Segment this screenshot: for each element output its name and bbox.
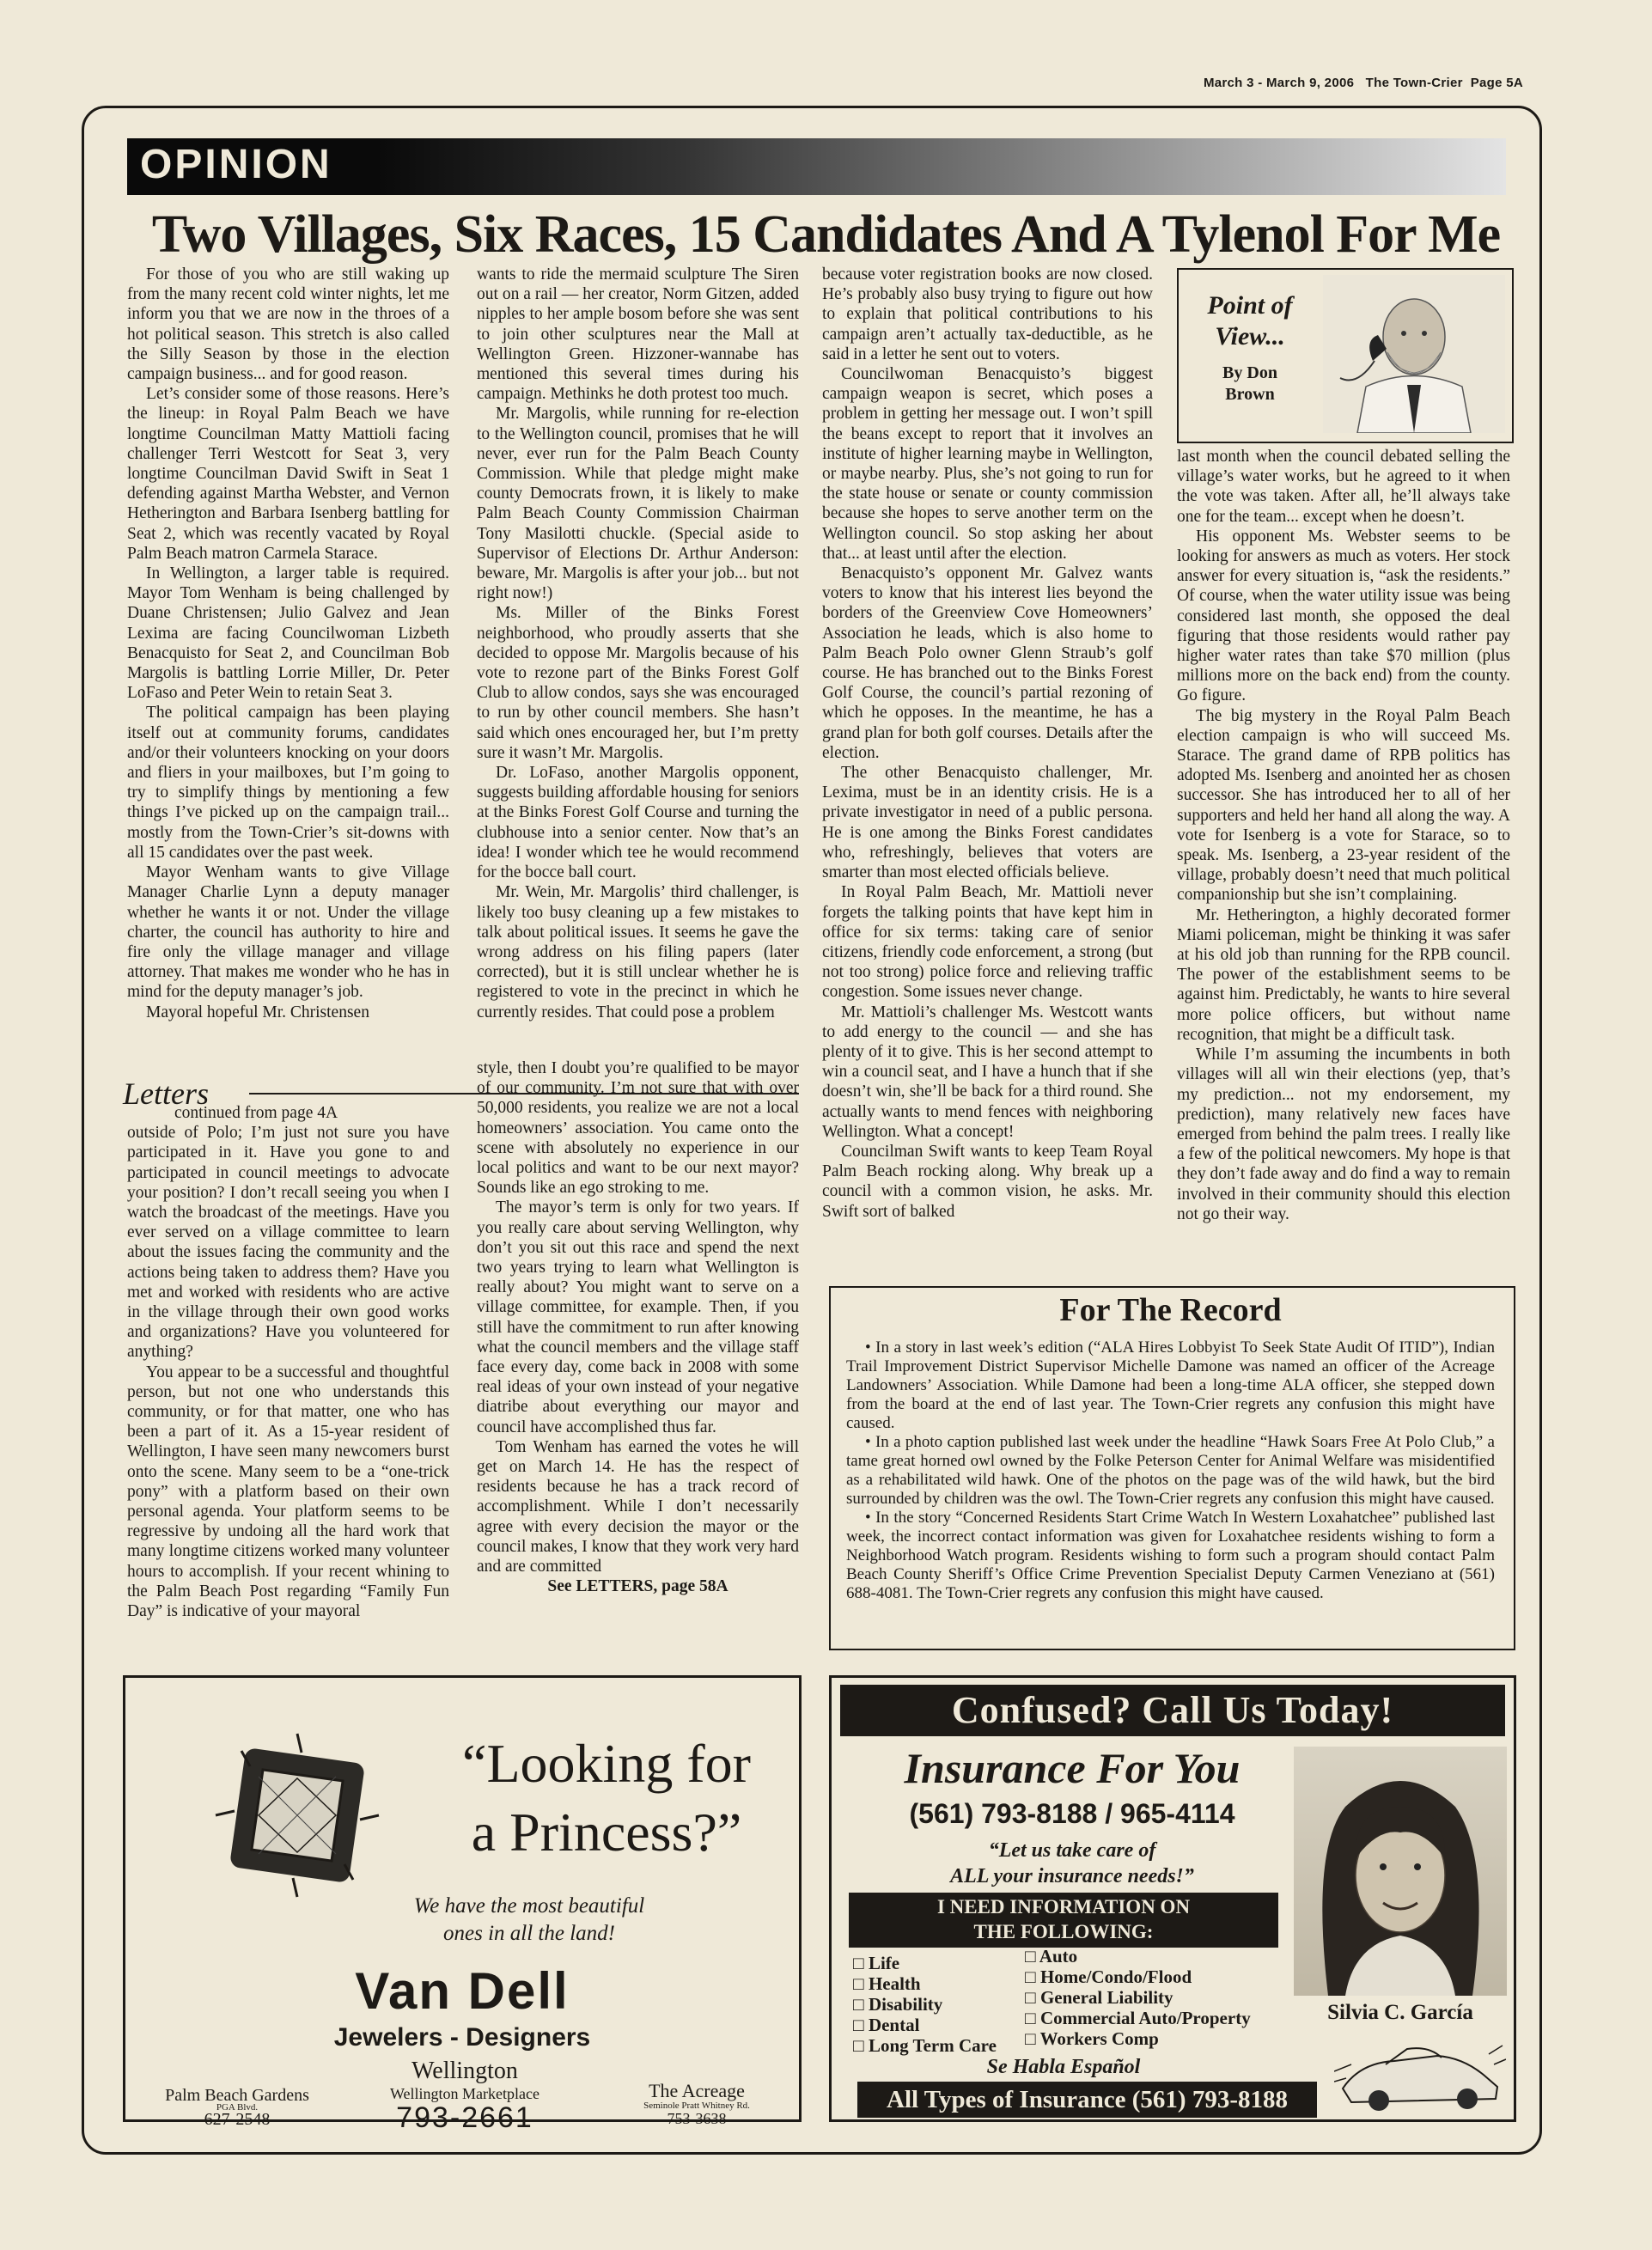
- brand-subtitle: Jewelers - Designers: [333, 2023, 591, 2052]
- insurance-list-left: [853, 1953, 1025, 2056]
- diamond-ring-icon: [198, 1716, 396, 1914]
- checkbox-icon: □: [853, 1994, 869, 2015]
- checkbox-icon: □: [853, 2015, 869, 2035]
- letters-column-2: [477, 1058, 799, 1596]
- slogan-line-1: “Looking for: [462, 1733, 751, 1794]
- tagline-line-1: We have the most beautiful: [413, 1894, 645, 1918]
- checkbox-workers-comp: [1025, 2028, 1308, 2049]
- paragraph: Councilman Swift wants to keep Team Royal Palm Beach rocking along. Why break up a council with a common vision, he asks. Mr. Swift sort of balked: [822, 1142, 1153, 1221]
- correction-item: • In a photo caption published last week under the headline “Hawk Soars Free At Polo Club,” a tame great horned owl owned by the Folke Peterson Center for Animal Welfare was misidentified as a rehabilitated wild hawk. One of the photos on the page was of the wild hawk, but the bird surrounded by children was the owl. The Town-Crier regrets any confusion this might have caused.: [846, 1433, 1495, 1508]
- paragraph: style, then I doubt you’re qualified to be mayor of our community. I’m not sure that with over 50,000 residents, you realize we are not a local homeowners’ association. You came onto the scene with absolutely no experience in our local politics and want to be our next mayor? Sounds like an ego stroking to me.: [477, 1059, 799, 1198]
- paragraph: last month when the council debated selling the village’s water works, but he agreed to it when the vote was taken. After all, he’ll always take one for the team... except when he doesn’t.: [1177, 448, 1510, 526]
- checkbox-icon: □: [1025, 1966, 1040, 1987]
- paragraph: outside of Polo; I’m just not sure you have participated in it. Have you gone to and participated in council meetings to advocate your position? I don’t recall seeing you when I watch the broadcast of the meetings. Have you ever served on a village committee to learn about the issues facing the community and the actions being taken to address them? Have you met and worked with residents who are active in the village through their own good works and organizations? Have you volunteered for anything?: [127, 1124, 449, 1362]
- checkbox-health: [853, 1973, 1025, 1994]
- article-column-2: [477, 265, 799, 1022]
- checkbox-home: [1025, 1966, 1308, 1987]
- list-item: Disability: [868, 1994, 943, 2015]
- info-request-banner: [849, 1893, 1278, 1948]
- pov-title-line-1: Point of: [1207, 291, 1293, 320]
- info-request-line-2: THE FOLLOWING:: [973, 1921, 1154, 1942]
- list-item: Home/Condo/Flood: [1039, 1966, 1192, 1987]
- for-the-record-title: For The Record: [1059, 1292, 1282, 1328]
- list-item: Workers Comp: [1039, 2028, 1159, 2049]
- section-title: OPINION: [140, 142, 332, 187]
- paragraph: wants to ride the mermaid sculpture The Siren out on a rail — her creator, Norm Gitzen, added nipples to her ample bosom before she was sent to join other sculptures near the Mall at Wellington Green. Hizzoner-wannabe has mentioned this several times during his campaign. Methinks he doth protest too much.: [477, 265, 799, 404]
- location-address: PGA Blvd.: [216, 2102, 259, 2113]
- location-name: Palm Beach Gardens: [165, 2086, 309, 2105]
- list-item: Commercial Auto/Property: [1039, 2008, 1251, 2028]
- paragraph: The mayor’s term is only for two years. If you really care about serving Wellington, why don’t you sit out this race and spend the next two years trying to learn what Wellington is really about? You might want to serve on a village committee, for example. Then, if you still have the commitment to run after knowing what the council members and the village staff face every day, come back in 2008 with some real ideas of your own instead of your negative diatribe about everything our mayor and council have accomplished thus far.: [477, 1198, 799, 1436]
- paragraph: Ms. Miller of the Binks Forest neighborhood, who proudly asserts that she decided to oppose Mr. Margolis because of his vote to rezone part of the Binks Forest Golf Club to allow condos, says she was encouraged to run by other council members. She hasn’t said which ones encouraged her, but I’m pretty sure it wasn’t Mr. Margolis.: [477, 604, 799, 762]
- letters-heading: Letters: [123, 1076, 210, 1111]
- location-phone: 793-2661: [396, 2101, 533, 2134]
- paragraph: The political campaign has been playing itself out at community forums, candidates and/or their volunteers knocking on your doors and fliers in your mailboxes, but I’m going to try to simplify things by mentioning a few things I’ve picked up on the campaign trail... mostly from the Town-Crier’s sit-downs with all 15 candidates over the past week.: [127, 704, 449, 862]
- paragraph: His opponent Ms. Webster seems to be looking for answers as much as voters. Her stock answer for every situation is, “ask the residents.” Of course, when the water utility issue was being considered last month, she opposed the deal figuring that those residents would rather pay higher water rates than take $70 million (plus millions more on the back end) from the county. Go figure.: [1177, 527, 1510, 705]
- location-acreage: [607, 2082, 787, 2126]
- insurance-bottom-banner: All Types of Insurance (561) 793-8188: [857, 2082, 1317, 2118]
- byline: [1186, 363, 1314, 405]
- van-dell-ad: [123, 1675, 802, 2134]
- ad-banner: Confused? Call Us Today!: [840, 1685, 1505, 1736]
- checkbox-long-term-care: [853, 2035, 1025, 2056]
- car-icon: [1334, 2037, 1506, 2116]
- ad-tagline: [280, 1893, 778, 1948]
- list-item: Life: [868, 1953, 900, 1973]
- paragraph: You appear to be a successful and thoughtful person, but not one who understands this community, or for that matter, one who has been a part of it. As a 15-year resident of Wellington, I have seen many newcomers burst onto the scene. Many seem to be a “one-trick pony” with a platform based on their own personal agenda. Your platform seems to be regressive by undoing all the hard work that many longtime citizens worked many volunteer hours to accomplish. If your recent whining to the Palm Beach Post regarding “Family Fun Day” is indicative of your mayoral: [127, 1363, 449, 1621]
- location-address: Seminole Pratt Whitney Rd.: [643, 2101, 750, 2111]
- pov-title-line-2: View...: [1215, 322, 1285, 351]
- paragraph: The big mystery in the Royal Palm Beach election campaign is who will succeed Ms. Starace. The grand dame of RPB politics has adopted Ms. Isenberg and anointed her as chosen successor. She has introduced her to all of her supporters and held her hand all along the way. A vote for Isenberg is a vote for Starace, so to speak. Ms. Isenberg, a 23-year resident of the village, probably doesn’t need that much political companionship but she isn’t complaining.: [1177, 706, 1510, 905]
- paragraph: Benacquisto’s opponent Mr. Galvez wants voters to know that his interest lies beyond the borders of the Greenview Cove Homeowners’ Association he leads, which is also home to Palm Beach Polo owner Glenn Straub’s golf course. He has branched out to the Binks Forest Golf Course, the council’s partial rezoning of which he opposes. In the meantime, he has a grand plan for both golf courses. Details after the election.: [822, 564, 1153, 762]
- headline: Two Villages, Six Races, 15 Candidates And A Tylenol For Me: [151, 205, 1501, 264]
- location-city: Wellington: [411, 2058, 518, 2084]
- brand-name: Van Dell: [355, 1962, 570, 2020]
- continued-note: continued from page 4A: [174, 1104, 338, 1122]
- checkbox-icon: □: [1025, 2008, 1040, 2028]
- location-palm-beach-gardens: [138, 2086, 336, 2129]
- jump-line: See LETTERS, page 58A: [547, 1577, 728, 1596]
- paragraph: In Royal Palm Beach, Mr. Mattioli never forgets the talking points that have kept him in office for six terms: taking care of senior citizens, friendly code enforcement, a strong (but not too strong) police force and relieving traffic congestion. Some issues never change.: [822, 883, 1153, 1002]
- paragraph: because voter registration books are now closed. He’s probably also busy trying to figure out how to explain that political contributions to his campaign aren’t actually tax-deductible, as he said in a letter he sent out to voters.: [822, 265, 1153, 363]
- location-name: Wellington Marketplace: [390, 2085, 539, 2102]
- checkbox-icon: □: [1025, 1987, 1040, 2008]
- letters-column-1: [127, 1103, 449, 1621]
- list-item: Health: [868, 1973, 921, 1994]
- page-header: [1204, 76, 1523, 90]
- paragraph: Councilwoman Benacquisto’s biggest campaign weapon is secret, which poses a problem in getting her message out. I won’t spill the beans except to report that it involves an institute of higher learning maybe in Wellington, or maybe nearby. Plus, she’s not going to run for the state house or senate or county commission because she hopes to serve another term on the Wellington council. So stop asking her about that... at least until after the election.: [822, 365, 1153, 563]
- list-item: Long Term Care: [868, 2035, 997, 2056]
- tagline-line-2: ones in all the land!: [443, 1922, 615, 1945]
- checkbox-life: [853, 1953, 1025, 1973]
- paragraph: The other Benacquisto challenger, Mr. Lexima, must be in an identity crisis. He is a private investigator in need of a public persona. He is one among the Binks Forest candidates who, refreshingly, believes that voters are smarter than most elected officials believe.: [822, 764, 1153, 882]
- tagline-line-2: ALL your insurance needs!”: [950, 1865, 1194, 1887]
- article-column-4: [1177, 447, 1510, 1224]
- paragraph: Let’s consider some of those reasons. Here’s the lineup: in Royal Palm Beach we have longtime Councilman Matty Mattioli facing challenger Terri Westcott for Seat 3, very longtime Councilman David Swift in Seat 1 defending against Martha Webster, and Vernon Hetherington and Barbara Isenberg battling for Seat 2, which was recently vacated by Royal Palm Beach matron Carmela Starace.: [127, 385, 449, 563]
- paragraph: Mayor Wenham wants to give Village Manager Charlie Lynn a deputy manager whether he wants it or not. Under the village charter, the council has authority to hire and fire only the village manager and village attorney. That makes me wonder who he has in mind for the deputy manager’s job.: [127, 863, 449, 1002]
- paragraph: Mr. Mattioli’s challenger Ms. Westcott wants to add energy to the council — and she has plenty of it to give. This is her second attempt to win a council seat, and I have a hunch that if she doesn’t win, she’ll be back for a third round. She actually wants to mend fences with neighboring Wellington. What a concept!: [822, 1003, 1153, 1141]
- agent-photo: [1294, 1747, 1507, 1996]
- list-item: Auto: [1039, 1946, 1078, 1966]
- author-photo: [1323, 275, 1505, 433]
- correction-item: • In the story “Concerned Residents Start Crime Watch In Western Loxahatchee” published last week, the incorrect contact information was given for Loxahatchee residents wishing to form a Neighborhood Watch program. Residents wishing to form such a program should contact Palm Beach County Sheriff’s Office Crime Prevention Specialist Deputy Carmen Veneziano at (561) 688-4081. The Town-Crier regrets any confusion this might have caused.: [846, 1509, 1495, 1602]
- checkbox-icon: □: [853, 1973, 869, 1994]
- insurance-ad: [829, 1675, 1516, 2122]
- paragraph: In Wellington, a larger table is required. Mayor Tom Wenham is being challenged by Duane Christensen; Julio Galvez and Jean Lexima are facing Councilwoman Lizbeth Benacquisto for Seat 2, and Councilman Bob Margolis is battling Lorrie Miller, Dr. Peter LoFaso and Peter Wein to retain Seat 3.: [127, 564, 449, 703]
- paragraph: Tom Wenham has earned the votes he will get on March 14. He has the respect of residents because he has a track record of accomplishment. While I don’t necessarily agree with every decision the mayor or the council makes, I know that they work very hard and are committed: [477, 1437, 799, 1576]
- checkbox-general-liability: [1025, 1987, 1308, 2008]
- for-the-record-body: [846, 1338, 1495, 1603]
- location-wellington: [340, 2058, 589, 2133]
- agent-name: Silvia C. García: [1327, 2001, 1473, 2024]
- espanol-note: Se Habla Español: [986, 2056, 1141, 2078]
- page-number: Page 5A: [1470, 76, 1523, 90]
- byline-by: By Don: [1222, 363, 1277, 382]
- slogan-line-2: a Princess?”: [471, 1802, 742, 1863]
- checkbox-icon: □: [853, 2035, 869, 2056]
- section-banner: [127, 138, 1506, 195]
- phone-numbers: (561) 793-8188 / 965-4114: [909, 1798, 1235, 1829]
- paragraph: Mr. Hetherington, a highly decorated former Miami policeman, might be thinking it was safer at his old job than running for the RPB council. The power of the establishment seems to be against him. Predictably, he wants to hire several more police officers, but without name recognition, that might be a difficult task.: [1177, 905, 1510, 1044]
- checkbox-auto: [1025, 1946, 1308, 1966]
- insurance-list-right: [1025, 1946, 1308, 2049]
- paragraph: While I’m assuming the incumbents in both villages will all win their elections (yep, that’s my prediction... not my endorsement, my prediction), many relatively new faces have emerged from behind the palm trees. I really like a few of the political newcomers. My hope is that they don’t fade away and do find a way to remain involved in their community should this election not go their way.: [1177, 1046, 1510, 1223]
- insurance-brand: Insurance For You: [904, 1744, 1241, 1792]
- location-phone: 627-2548: [204, 2110, 271, 2129]
- point-of-view-label: [1186, 290, 1314, 352]
- checkbox-dental: [853, 2015, 1025, 2035]
- checkbox-icon: □: [853, 1953, 869, 1973]
- checkbox-icon: □: [1025, 2028, 1040, 2049]
- location-name: The Acreage: [649, 2080, 745, 2101]
- ad-slogan: [418, 1729, 796, 1867]
- paragraph: Mayoral hopeful Mr. Christensen: [146, 1003, 369, 1021]
- paragraph: For those of you who are still waking up from the many recent cold winter nights, let me inform you that we are now in the throes of a hot political season. This stretch is also called the Silly Season by those in the election campaign business... and for good reason.: [127, 265, 449, 384]
- article-column-1: [127, 265, 449, 1022]
- dateline: March 3 - March 9, 2006: [1203, 76, 1355, 90]
- insurance-tagline: [840, 1838, 1304, 1889]
- tagline-line-1: “Let us take care of: [988, 1839, 1156, 1862]
- correction-item: • In a story in last week’s edition (“ALA Hires Lobbyist To Seek State Audit Of ITID”), Indian Trail Improvement District Supervisor Michelle Damone was named an officer of the Acreage Landowners’ Association. While Damone had been a long-time ALA officer, she stepped down from the board at the end of last year. The Town-Crier regrets any confusion this might have caused.: [846, 1338, 1495, 1432]
- paper-name: The Town-Crier: [1365, 76, 1463, 90]
- paragraph: Mr. Wein, Mr. Margolis’ third challenger, is likely too busy cleaning up a few mistakes to talk about political issues. It seems he gave the wrong address on his filing papers (later corrected), but it is still unclear whether he is registered to vote in the precinct in which he currently resides. That could pose a problem: [477, 883, 799, 1021]
- checkbox-icon: □: [1025, 1946, 1039, 1966]
- info-request-line-1: I NEED INFORMATION ON: [936, 1896, 1191, 1918]
- paragraph: Dr. LoFaso, another Margolis opponent, suggests building affordable housing for seniors at the Binks Forest Golf Course and turning the clubhouse into a senior center. Now that’s an idea! I wonder which tee he would recommend for the bocce ball court.: [477, 764, 799, 882]
- checkbox-disability: [853, 1994, 1025, 2015]
- list-item: General Liability: [1039, 1987, 1173, 2008]
- byline-author: Brown: [1225, 385, 1275, 404]
- paragraph: Mr. Margolis, while running for re-election to the Wellington council, promises that he will never, ever run for the Palm Beach County Commission. While that pledge might make county Democrats frown, it is likely to make Palm Beach County Commission Chairman Tony Masilotti chuckle. (Special aside to Supervisor of Elections Dr. Arthur Anderson: beware, Mr. Margolis is after your job... but not right now!): [477, 405, 799, 603]
- checkbox-commercial: [1025, 2008, 1308, 2028]
- location-phone: 753-3638: [667, 2110, 727, 2127]
- list-item: Dental: [868, 2015, 920, 2035]
- article-column-3: [822, 265, 1153, 1222]
